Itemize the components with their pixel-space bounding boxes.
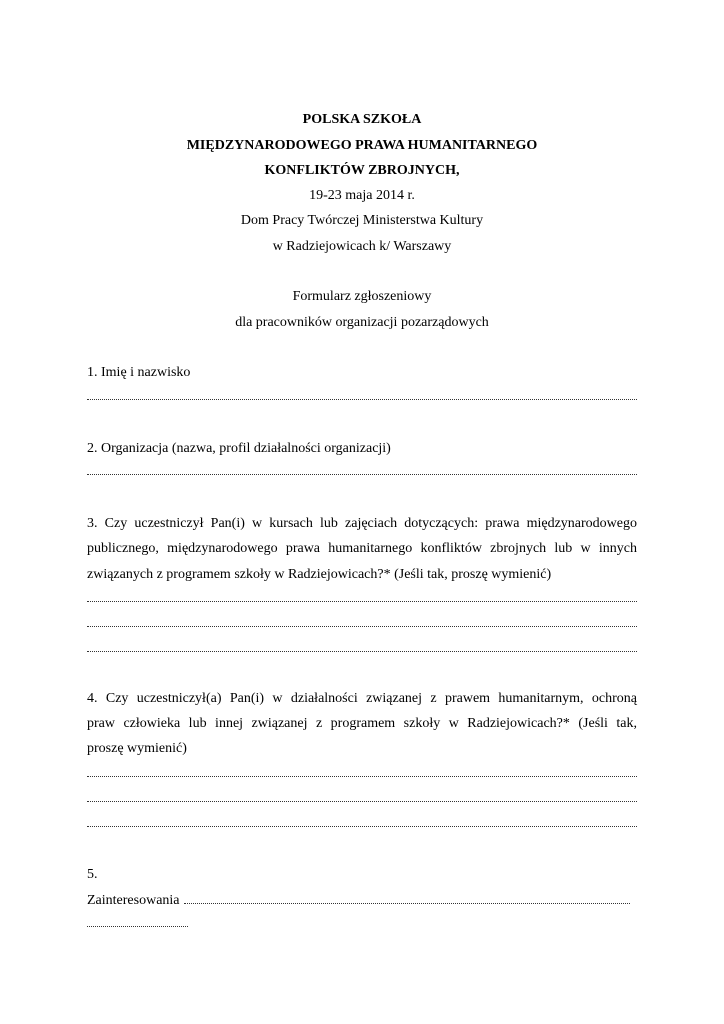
form-title: Formularz zgłoszeniowy [292, 289, 432, 304]
form-subtitle: dla pracowników organizacji pozarządowych [235, 315, 489, 330]
question-4-answer-line-2[interactable] [87, 795, 637, 802]
question-2-label: 2. Organizacja (nazwa, profil działalności organizacji) [87, 441, 391, 456]
question-3-answer-line-2[interactable] [87, 620, 637, 627]
question-5-row [87, 892, 637, 910]
question-1-answer-line[interactable] [87, 393, 637, 400]
question-2-answer-line[interactable] [87, 468, 637, 475]
question-3-line3: związanych z programem szkoły w Radziejowicach?* (Jeśli tak, proszę wymienić) [87, 567, 552, 582]
header-venue-line1: Dom Pracy Twórczej Ministerstwa Kultury [240, 213, 484, 228]
header-title-line2: MIĘDZYNARODOWEGO PRAWA HUMANITARNEGO [186, 138, 538, 153]
question-4-line1: 4. Czy uczestniczył(a) Pan(i) w działalności związanej z prawem humanitarnym, ochroną [87, 691, 637, 706]
question-3-line2: publicznego, międzynarodowego prawa humanitarnego konfliktów zbrojnych lub w innych [87, 541, 637, 556]
question-5-answer-line-2[interactable] [87, 920, 188, 927]
header-title-line3: KONFLIKTÓW ZBROJNYCH, [264, 163, 460, 178]
question-4-answer-line-1[interactable] [87, 770, 637, 777]
question-5-answer-line-1[interactable] [184, 897, 630, 904]
question-3-line1: 3. Czy uczestniczył Pan(i) w kursach lub zajęciach dotyczących: prawa międzynarodowego [87, 516, 637, 531]
question-3-answer-line-1[interactable] [87, 595, 637, 602]
question-4-line2: praw człowieka lub innej związanej z programem szkoły w Radziejowicach?* (Jeśli tak, [87, 716, 637, 731]
question-1-label: 1. Imię i nazwisko [87, 365, 191, 380]
header-title-line1: POLSKA SZKOŁA [302, 112, 422, 127]
question-5-label: Zainteresowania [87, 893, 180, 908]
header-venue-line2: w Radziejowicach k/ Warszawy [272, 239, 452, 254]
question-4-answer-line-3[interactable] [87, 820, 637, 827]
question-5-number: 5. [87, 867, 98, 882]
question-4-line3: proszę wymienić) [87, 741, 187, 756]
question-3-answer-line-3[interactable] [87, 645, 637, 652]
header-dates: 19-23 maja 2014 r. [309, 188, 415, 203]
